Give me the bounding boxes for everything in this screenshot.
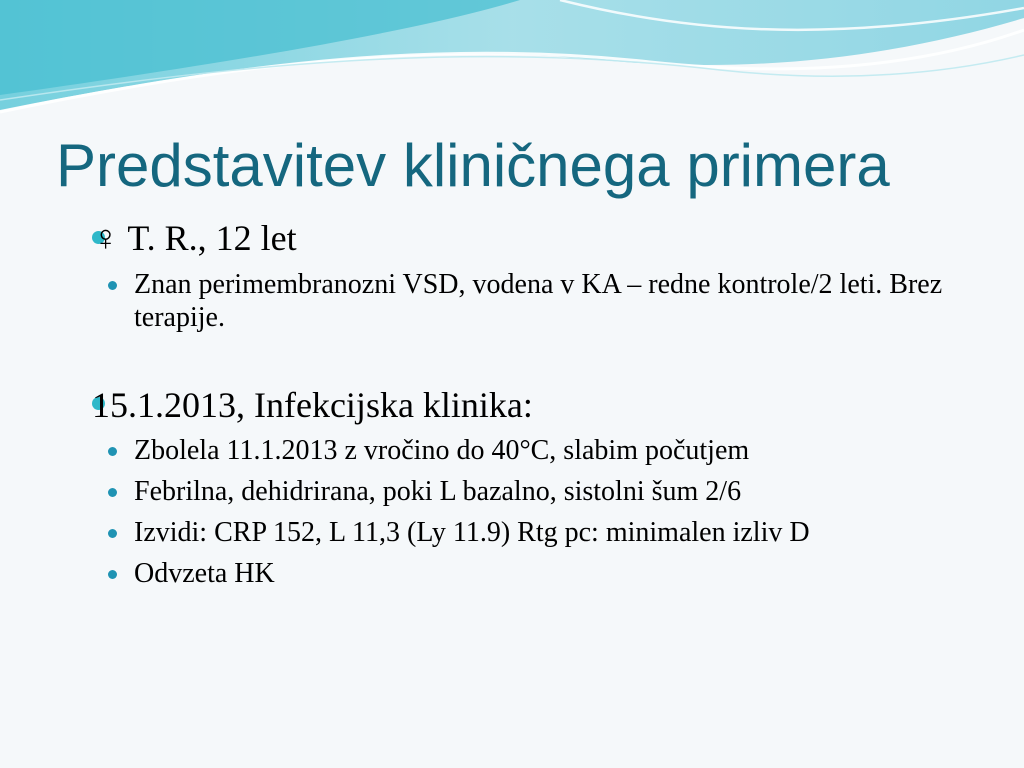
slide-title: Predstavitev kliničnega primera <box>56 132 890 199</box>
sub-bullet-cultures: Odvzeta HK <box>134 558 275 589</box>
bullet-admission: 15.1.2013, Infekcijska klinika: <box>92 385 533 425</box>
sub-bullet-icon <box>108 529 117 538</box>
sub-bullet-icon <box>108 447 117 456</box>
sub-bullet-icon <box>108 281 117 290</box>
sub-bullet-history: Znan perimembranozni VSD, vodena v KA – redne kontrole/2 leti. Brez terapije. <box>134 269 943 333</box>
sub-bullet-onset: Zbolela 11.1.2013 z vročino do 40°C, slabim počutjem <box>134 435 750 466</box>
bullet-patient-info: ♀ T. R., 12 let <box>92 218 297 258</box>
sub-bullet-icon <box>108 488 117 497</box>
sub-bullet-exam: Febrilna, dehidrirana, poki L bazalno, sistolni šum 2/6 <box>134 476 742 507</box>
sub-bullet-results: Izvidi: CRP 152, L 11,3 (Ly 11.9) Rtg pc: minimalen izliv D <box>134 517 810 548</box>
sub-bullet-icon <box>108 570 117 579</box>
